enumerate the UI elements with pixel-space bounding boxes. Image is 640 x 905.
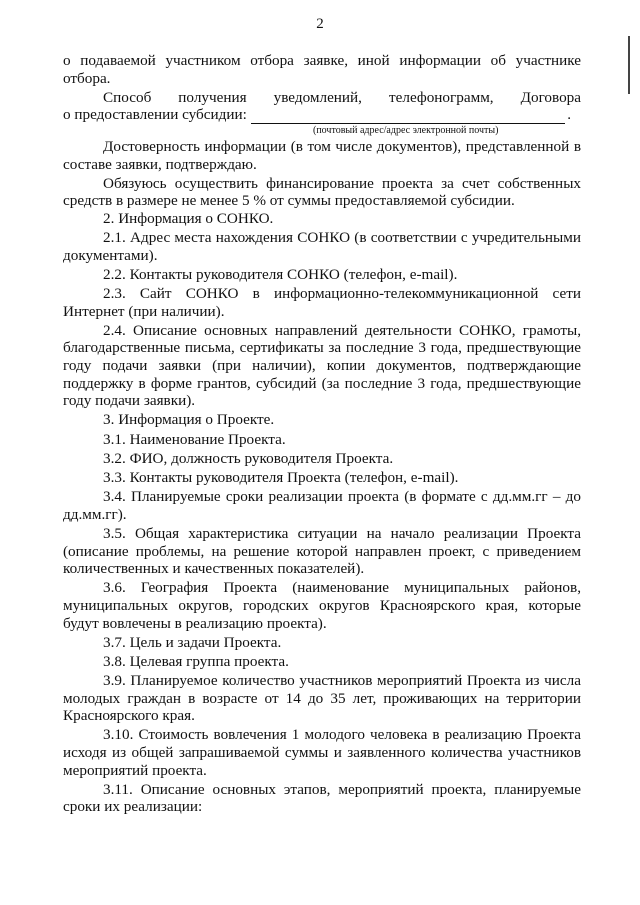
item-3-7: 3.7. Цель и задачи Проекта. <box>103 633 282 651</box>
paragraph-commitment: Обязуюсь осуществить финансирование проекта за счет собственных средств в размере не менее 5 % от суммы предоставляемой субсидии. <box>63 174 581 210</box>
page-number: 2 <box>316 16 324 32</box>
item-2-2: 2.2. Контакты руководителя СОНКО (телефон, e-mail). <box>103 265 458 283</box>
item-3-1: 3.1. Наименование Проекта. <box>103 430 286 448</box>
section-3-heading: 3. Информация о Проекте. <box>103 411 275 429</box>
item-2-4: 2.4. Описание основных направлений деятельности СОНКО, грамоты, благодарственные письма, сертификаты за последние 3 года, предшествующие году подачи заявки (при наличии), копии документов, подтверждающие поддержку в форме грантов, субсидий (за последние 3 года, предшествующие году подачи заявки). <box>63 321 581 410</box>
item-3-8: 3.8. Целевая группа проекта. <box>103 652 289 670</box>
paragraph-participant-info: о подаваемой участником отбора заявке, иной информации об участнике отбора. <box>63 52 581 87</box>
address-caption: (почтовый адрес/адрес электронной почты) <box>313 124 499 136</box>
item-3-11: 3.11. Описание основных этапов, мероприятий проекта, планируемые сроки их реализации: <box>63 780 581 816</box>
item-3-5: 3.5. Общая характеристика ситуации на начало реализации Проекта (описание проблемы, на решение которой направлен проект, с приведением количественных и качественных показателей). <box>63 524 581 578</box>
method-line-2 <box>63 106 581 124</box>
address-blank-line <box>251 109 565 124</box>
item-2-3: 2.3. Сайт СОНКО в информационно-телекоммуникационной сети Интернет (при наличии). <box>63 285 581 320</box>
item-2-1: 2.1. Адрес места нахождения СОНКО (в соответствии с учредительными документами). <box>63 229 581 264</box>
item-3-4: 3.4. Планируемые сроки реализации проекта (в формате с дд.мм.гг – до дд.мм.гг). <box>63 488 581 523</box>
method-label: о предоставлении субсидии: <box>63 106 247 124</box>
paragraph-reliability: Достоверность информации (в том числе документов), представленной в составе заявки, подтверждаю. <box>63 137 581 173</box>
item-3-2: 3.2. ФИО, должность руководителя Проекта. <box>103 449 394 467</box>
method-line-1 <box>63 89 581 107</box>
method-word: Способ <box>103 88 152 106</box>
item-3-6: 3.6. География Проекта (наименование муниципальных районов, муниципальных округов, городских округов Красноярского края, которые будут вовлечены в реализацию проекта). <box>63 579 581 632</box>
item-3-9: 3.9. Планируемое количество участников мероприятий Проекта из числа молодых граждан в возрасте от 14 до 35 лет, проживающих на территории Красноярского края. <box>63 672 581 725</box>
method-word: телефонограмм, <box>388 88 494 106</box>
item-3-10: 3.10. Стоимость вовлечения 1 молодого человека в реализацию Проекта исходя из общей запрашиваемой суммы и заявленного количества участников мероприятий проекта. <box>63 726 581 779</box>
section-2-heading: 2. Информация о СОНКО. <box>103 209 274 227</box>
method-word: уведомлений, <box>273 88 362 106</box>
method-end: . <box>567 106 571 124</box>
document-body <box>63 52 581 816</box>
item-3-3: 3.3. Контакты руководителя Проекта (телефон, e-mail). <box>103 469 459 486</box>
method-word: Договора <box>520 88 582 106</box>
scan-edge-mark <box>628 36 630 94</box>
method-word: получения <box>178 88 247 106</box>
